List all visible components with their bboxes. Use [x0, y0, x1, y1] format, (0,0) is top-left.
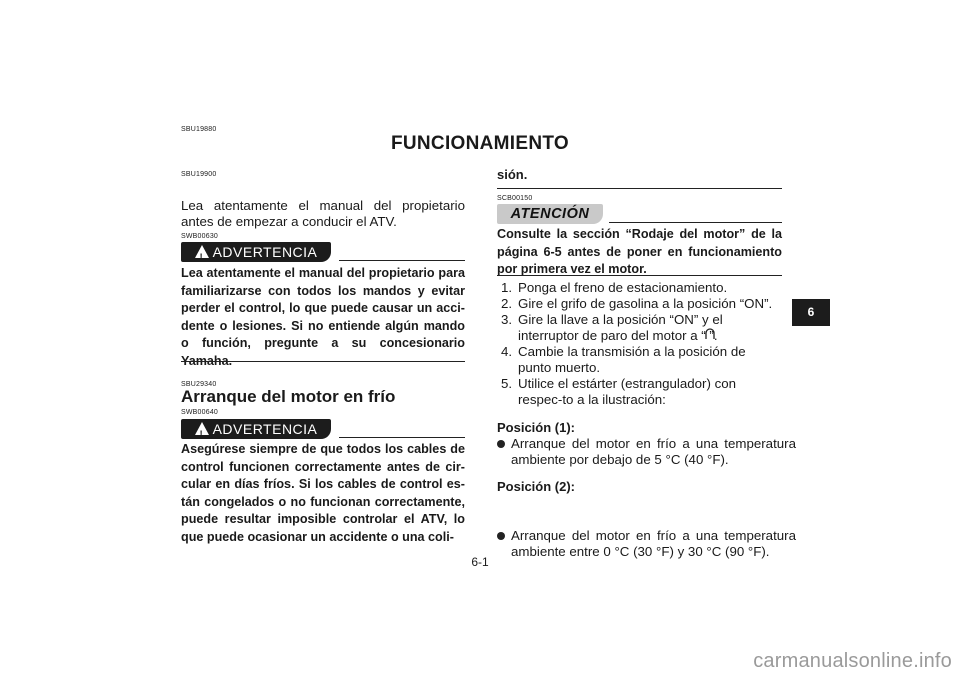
- page-title: FUNCIONAMIENTO: [390, 133, 569, 154]
- step-text: Utilice el estárter (estrangulador) con respec-to a la ilustración:: [518, 376, 737, 407]
- step-text: Gire la llave a la posición “ON” y el interruptor de paro del motor a “ ”.: [518, 312, 723, 343]
- intro-code: SBU19900: [181, 171, 217, 178]
- list-item: [497, 344, 782, 376]
- steps-list: [497, 280, 782, 408]
- warning1-label: ADVERTENCIA: [212, 244, 318, 260]
- warning1-text: Lea atentamente el manual del propietario para familiarizarse con todos los mandos y evitar perder el control, lo que puede causar un acci-dente o lesiones. Si no entiende algún mando o función, pregunte a su concesionario Yamaha.: [181, 266, 465, 368]
- warning-triangle-icon: [195, 245, 209, 258]
- warning2-top-rule: [339, 437, 465, 438]
- step-text: Cambie la transmisión a la posición de punto muerto.: [518, 344, 746, 375]
- bullet-icon: [497, 532, 505, 540]
- caution-top-rule: [609, 222, 782, 223]
- list-item: [497, 312, 782, 344]
- position1-item: [497, 436, 796, 468]
- step-text: Ponga el freno de estacionamiento.: [518, 280, 728, 295]
- caution-text: Consulte la sección “Rodaje del motor” de la página 6-5 antes de poner en funcionamiento por primera vez el motor.: [497, 227, 782, 276]
- warning1-code: SWB00630: [181, 233, 219, 240]
- step-number: 5.: [501, 376, 513, 391]
- caution-code: SCB00150: [497, 195, 533, 202]
- warning2-badge: [181, 419, 331, 439]
- bullet-icon: [497, 440, 505, 448]
- step-number: 3.: [501, 312, 513, 327]
- caution-top-outer-rule: [497, 188, 782, 189]
- warning-triangle-icon: [195, 422, 209, 435]
- list-item: [497, 376, 782, 408]
- list-item: [497, 296, 782, 312]
- engine-run-symbol-icon: [705, 328, 715, 339]
- chapter-tab: 6: [792, 299, 830, 326]
- position1-text: Arranque del motor en frío a una temperatura ambiente por debajo de 5 °C (40 °F).: [511, 436, 796, 467]
- intro-text: Lea atentamente el manual del propietario antes de empezar a conducir el ATV.: [181, 198, 465, 229]
- position2-label: Posición (2):: [497, 479, 576, 494]
- section-code: SBU19880: [181, 126, 217, 133]
- watermark: carmanualsonline.info: [753, 650, 952, 672]
- warning2-code: SWB00640: [181, 409, 219, 416]
- warning2-label: ADVERTENCIA: [212, 421, 318, 437]
- warning2-text: Asegúrese siempre de que todos los cables de control funcionen correctamente antes de cir-cular en días fríos. Si los cables de control es-tán congelados o no funcionan correctamente, puede resultar imposible controlar el ATV, lo que puede ocasionar un accidente o una coli-: [181, 442, 465, 544]
- position1-label: Posición (1):: [497, 420, 576, 435]
- list-item: [497, 280, 782, 296]
- caution-bottom-rule: [497, 275, 782, 276]
- caution-label: ATENCIÓN: [510, 206, 590, 222]
- subsection-title: Arranque del motor en frío: [181, 387, 396, 406]
- step-number: 2.: [501, 296, 513, 311]
- caution-badge: [497, 204, 603, 224]
- step-text: Gire el grifo de gasolina a la posición “ON”.: [518, 296, 773, 311]
- step-number: 1.: [501, 280, 513, 295]
- step-number: 4.: [501, 344, 513, 359]
- warning1-top-rule: [339, 260, 465, 261]
- page-number: 6-1: [471, 555, 489, 569]
- subsection-code: SBU29340: [181, 381, 217, 388]
- warning1-bottom-rule: [181, 361, 465, 362]
- continued-text: sión.: [497, 167, 528, 182]
- warning1-badge: [181, 242, 331, 262]
- position2-text: Arranque del motor en frío a una temperatura ambiente entre 0 °C (30 °F) y 30 °C (90 °F).: [511, 528, 796, 559]
